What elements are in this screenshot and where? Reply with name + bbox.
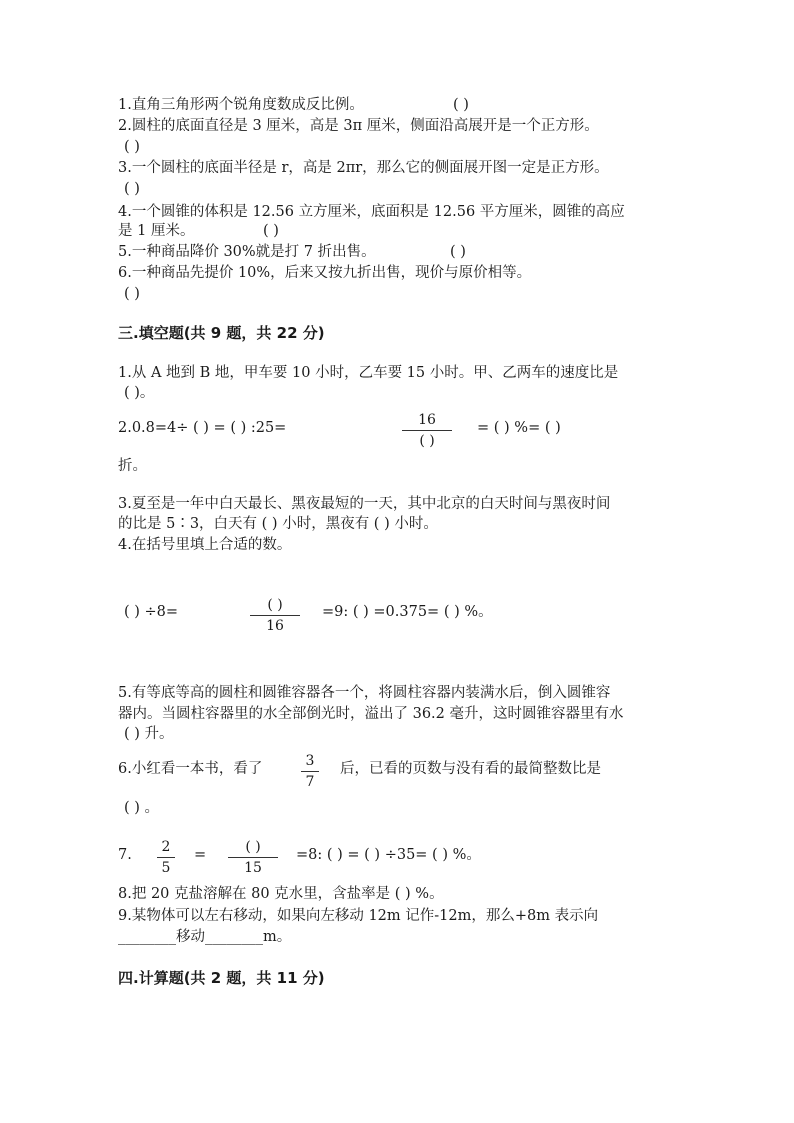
- judge-q4-blank[interactable]: ( ): [263, 223, 279, 239]
- fraction-bar: [157, 857, 175, 858]
- fill-q2-frac-den[interactable]: ( ): [419, 433, 435, 449]
- fill-q9-line1: 9.某物体可以左右移动，如果向左移动 12m 记作-12m，那么+8m 表示向: [118, 908, 599, 924]
- fill-q2-line2: 折。: [118, 458, 147, 474]
- fill-q6-line2[interactable]: ( ) 。: [124, 800, 160, 816]
- fill-q1-line2[interactable]: ( )。: [124, 385, 155, 401]
- fill-q4-part1[interactable]: ( ) ÷8=: [124, 604, 179, 620]
- fill-q7-part2[interactable]: =8: ( ) = ( ) ÷35= ( ) %。: [296, 847, 481, 863]
- fill-q3-line1: 3.夏至是一年中白天最长、黑夜最短的一天，其中北京的白天时间与黑夜时间: [118, 496, 611, 512]
- fraction-bar: [301, 771, 319, 772]
- fraction-bar: [228, 857, 278, 858]
- judge-q1-blank[interactable]: ( ): [453, 97, 469, 113]
- judge-q2-text: 2.圆柱的底面直径是 3 厘米，高是 3π 厘米，侧面沿高展开是一个正方形。: [118, 118, 599, 134]
- fill-q9-line2[interactable]: ________移动________m。: [118, 929, 292, 945]
- judge-q2-blank[interactable]: ( ): [124, 139, 140, 155]
- judge-q5-text: 5.一种商品降价 30%就是打 7 折出售。: [118, 244, 376, 260]
- judge-q4: [118, 221, 279, 241]
- fill-q7-fraction1: [157, 838, 175, 877]
- fraction-bar: [402, 430, 452, 431]
- judge-q3-text: 3.一个圆柱的底面半径是 r，高是 2πr，那么它的侧面展开图一定是正方形。: [118, 160, 609, 176]
- fill-q7-frac2-den: 15: [244, 860, 262, 876]
- fill-q3-line2[interactable]: 的比是 5∶3，白天有 ( ) 小时，黑夜有 ( ) 小时。: [118, 516, 438, 532]
- fill-q8-text[interactable]: 8.把 20 克盐溶解在 80 克水里，含盐率是 ( ) %。: [118, 886, 444, 902]
- fill-q4-part2[interactable]: =9: ( ) =0.375= ( ) %。: [322, 604, 493, 620]
- fill-q5-line1: 5.有等底等高的圆柱和圆锥容器各一个，将圆柱容器内装满水后，倒入圆锥容: [118, 685, 611, 701]
- section3-heading: 三.填空题(共 9 题，共 22 分): [118, 324, 325, 342]
- fill-q4-fraction: [250, 596, 300, 635]
- judge-q1-text: 1.直角三角形两个锐角度数成反比例。: [118, 97, 364, 113]
- fill-q5-line2: 器内。当圆柱容器里的水全部倒光时，溢出了 36.2 毫升，这时圆锥容器里有水: [118, 706, 624, 722]
- fill-q7-frac2-num[interactable]: ( ): [245, 839, 261, 855]
- judge-q5: [118, 242, 466, 262]
- fill-q5-line3[interactable]: ( ) 升。: [124, 726, 174, 742]
- fill-q4-frac-num[interactable]: ( ): [267, 597, 283, 613]
- fill-q7-frac1-num: 2: [161, 839, 171, 855]
- judge-q6-text: 6.一种商品先提价 10%，后来又按九折出售，现价与原价相等。: [118, 265, 532, 281]
- fill-q6-fraction: [301, 752, 319, 791]
- fill-q4-frac-den: 16: [266, 618, 284, 634]
- fill-q2-part2[interactable]: = ( ) %= ( ): [477, 420, 561, 436]
- fill-q7-eq: =: [194, 847, 207, 863]
- fill-q2-part1[interactable]: 2.0.8=4÷ ( ) = ( ) :25=: [118, 420, 287, 436]
- judge-q4-text2: 是 1 厘米。: [118, 223, 195, 239]
- fill-q6-frac-num: 3: [305, 753, 315, 769]
- fill-q6-frac-den: 7: [305, 774, 315, 790]
- judge-q1: [118, 95, 469, 115]
- fill-q6-part2: 后，已看的页数与没有看的最简整数比是: [340, 761, 601, 777]
- judge-q6-blank[interactable]: ( ): [124, 286, 140, 302]
- judge-q5-blank[interactable]: ( ): [450, 244, 466, 260]
- section4-heading: 四.计算题(共 2 题，共 11 分): [118, 969, 325, 987]
- judge-q4-text1: 4.一个圆锥的体积是 12.56 立方厘米，底面积是 12.56 平方厘米，圆锥的高应: [118, 204, 625, 220]
- fraction-bar: [250, 615, 300, 616]
- fill-q4-line1: 4.在括号里填上合适的数。: [118, 537, 292, 553]
- judge-q3-blank[interactable]: ( ): [124, 181, 140, 197]
- fill-q7-label: 7.: [118, 847, 132, 863]
- fill-q2-fraction: [402, 411, 452, 450]
- fill-q7-frac1-den: 5: [161, 860, 171, 876]
- fill-q1-line1: 1.从 A 地到 B 地，甲车要 10 小时，乙车要 15 小时。甲、乙两车的速度比是: [118, 365, 619, 381]
- fill-q6-part1: 6.小红看一本书，看了: [118, 761, 263, 777]
- fill-q2-frac-num: 16: [418, 412, 436, 428]
- fill-q7-fraction2: [228, 838, 278, 877]
